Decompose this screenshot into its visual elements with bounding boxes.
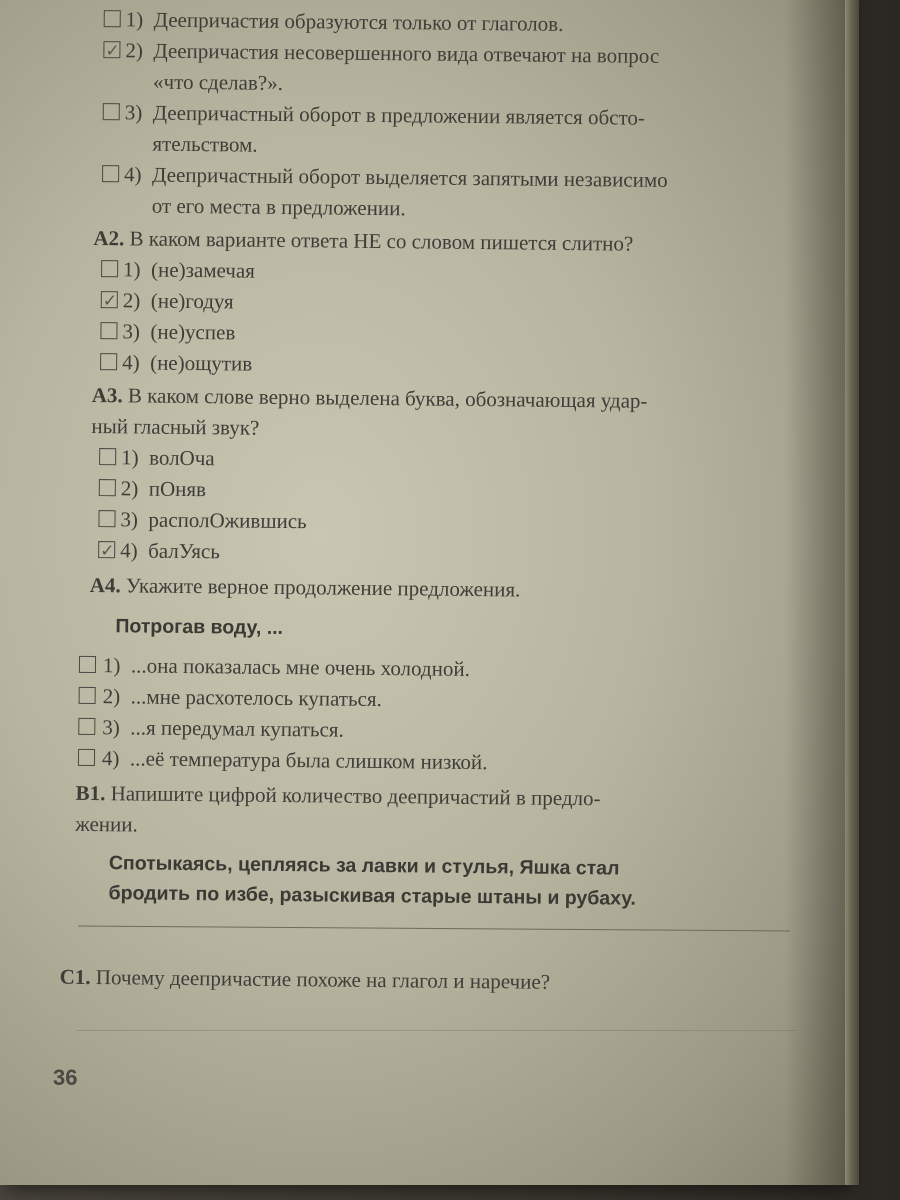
a2-option-4-text: (не)ощутив <box>150 350 253 376</box>
a4-option-4-checkbox[interactable] <box>78 749 95 766</box>
a1-option-4-text-line2: от его места в предложении. <box>151 193 406 221</box>
a3-option-2-text: пОняв <box>148 476 207 502</box>
b1-sentence-line1: Спотыкаясь, цепляясь за лавки и стулья, Яшка стал <box>108 852 620 880</box>
c1-label: С1. <box>59 964 91 989</box>
a1-option-4-checkbox[interactable] <box>102 165 119 182</box>
a3-option-3-text: располОжившись <box>148 507 307 534</box>
a1-option-2-text-line2: «что сделав?». <box>152 69 284 95</box>
a4-option-2-num: 2) <box>102 684 121 709</box>
a3-option-1-text: волОча <box>149 445 215 471</box>
a4-question-text: Укажите верное продолжение предложения. <box>125 573 521 602</box>
a4-option-3-num: 3) <box>102 715 120 740</box>
a2-question-text: В каком варианте ответа НЕ со словом пишется слитно? <box>129 226 634 256</box>
a4-stem: Потрогав воду, ... <box>115 615 284 639</box>
a3-option-4-num: 4) <box>120 538 138 563</box>
a1-option-2-checkbox[interactable] <box>103 41 120 58</box>
a4-option-4[interactable] <box>88 743 788 781</box>
a2-option-4[interactable] <box>92 347 792 385</box>
a2-option-3-num: 3) <box>122 319 141 344</box>
a4-question <box>90 570 790 608</box>
a4-option-1-text: ...она показалась мне очень холодной. <box>130 653 471 681</box>
a2-option-2-checkbox[interactable] <box>101 291 118 308</box>
a4-option-1-checkbox[interactable] <box>79 656 96 673</box>
a3-question-line1: В каком слове верно выделена буква, обозначающая удар- <box>127 383 648 413</box>
b1-question-line1: Напишите цифрой количество деепричастий в предло- <box>110 781 601 811</box>
a3-option-4[interactable] <box>90 535 790 573</box>
page-edge <box>845 0 859 1185</box>
a4-option-4-num: 4) <box>101 746 120 771</box>
a2-option-3-checkbox[interactable] <box>100 322 117 339</box>
a1-option-3-num: 3) <box>124 100 143 125</box>
a3-option-1-num: 1) <box>121 445 139 470</box>
c1-question <box>60 962 786 1001</box>
page-number: 36 <box>53 1065 78 1090</box>
a1-option-2-text-line1: Деепричастия несовершенного вида отвечают на вопрос <box>153 38 660 68</box>
a4-option-2-text: ...мне расхотелось купаться. <box>130 684 382 712</box>
a2-option-4-num: 4) <box>122 350 140 375</box>
a3-option-4-text: балУясь <box>148 538 221 564</box>
a4-option-1-num: 1) <box>102 653 121 678</box>
a2-option-2-num: 2) <box>122 288 141 313</box>
b1-question-line2: жении. <box>75 811 138 837</box>
a4-option-2-checkbox[interactable] <box>79 687 96 704</box>
a1-option-1-checkbox[interactable] <box>104 10 121 27</box>
a2-option-3-text: (не)успев <box>150 319 236 345</box>
a3-option-2-num: 2) <box>120 476 139 501</box>
b1-sentence <box>86 848 787 915</box>
a1-option-3-checkbox[interactable] <box>103 103 120 120</box>
a2-option-2-text: (не)годуя <box>150 288 234 314</box>
a2-option-1-checkbox[interactable] <box>101 260 118 277</box>
a2-label: А2. <box>93 225 125 251</box>
a1-option-4-text-line1: Деепричастный оборот выделяется запятыми независимо <box>151 162 668 192</box>
page-content <box>59 0 796 1000</box>
c1-answer-line-1[interactable] <box>76 1030 796 1031</box>
b1-sentence-line2: бродить по избе, разыскивая старые штаны и рубаху. <box>108 882 636 910</box>
c1-question-text: Почему деепричастие похоже на глагол и наречие? <box>95 965 551 994</box>
a3-option-1-checkbox[interactable] <box>99 448 116 465</box>
a4-label: А4. <box>89 572 121 598</box>
a1-option-4-num: 4) <box>123 162 142 187</box>
a2-option-1-num: 1) <box>122 257 141 282</box>
a3-option-3-checkbox[interactable] <box>98 510 115 527</box>
a1-option-3-text-line2: ятельством. <box>152 131 258 157</box>
a3-option-4-checkbox[interactable] <box>98 541 115 558</box>
a2-option-1-text: (не)замечая <box>150 257 256 283</box>
a4-option-3-text: ...я передумал купаться. <box>130 715 344 742</box>
a1-option-1-num: 1) <box>125 7 144 32</box>
a3-option-3-num: 3) <box>120 507 139 532</box>
a1-option-3-text-line1: Деепричастный оборот в предложении является обсто- <box>152 100 646 130</box>
a3-option-2-checkbox[interactable] <box>99 479 116 496</box>
a4-option-4-text: ...её температура была слишком низкой. <box>129 746 488 775</box>
b1-label: В1. <box>75 780 106 806</box>
a2-option-4-checkbox[interactable] <box>100 353 117 370</box>
a1-option-1-text: Деепричастия образуются только от глаголов. <box>153 7 564 36</box>
a3-label: А3. <box>91 382 123 408</box>
a1-option-2-num: 2) <box>125 38 144 63</box>
a3-question-line2: ный гласный звук? <box>91 413 260 440</box>
a4-option-3-checkbox[interactable] <box>78 718 95 735</box>
